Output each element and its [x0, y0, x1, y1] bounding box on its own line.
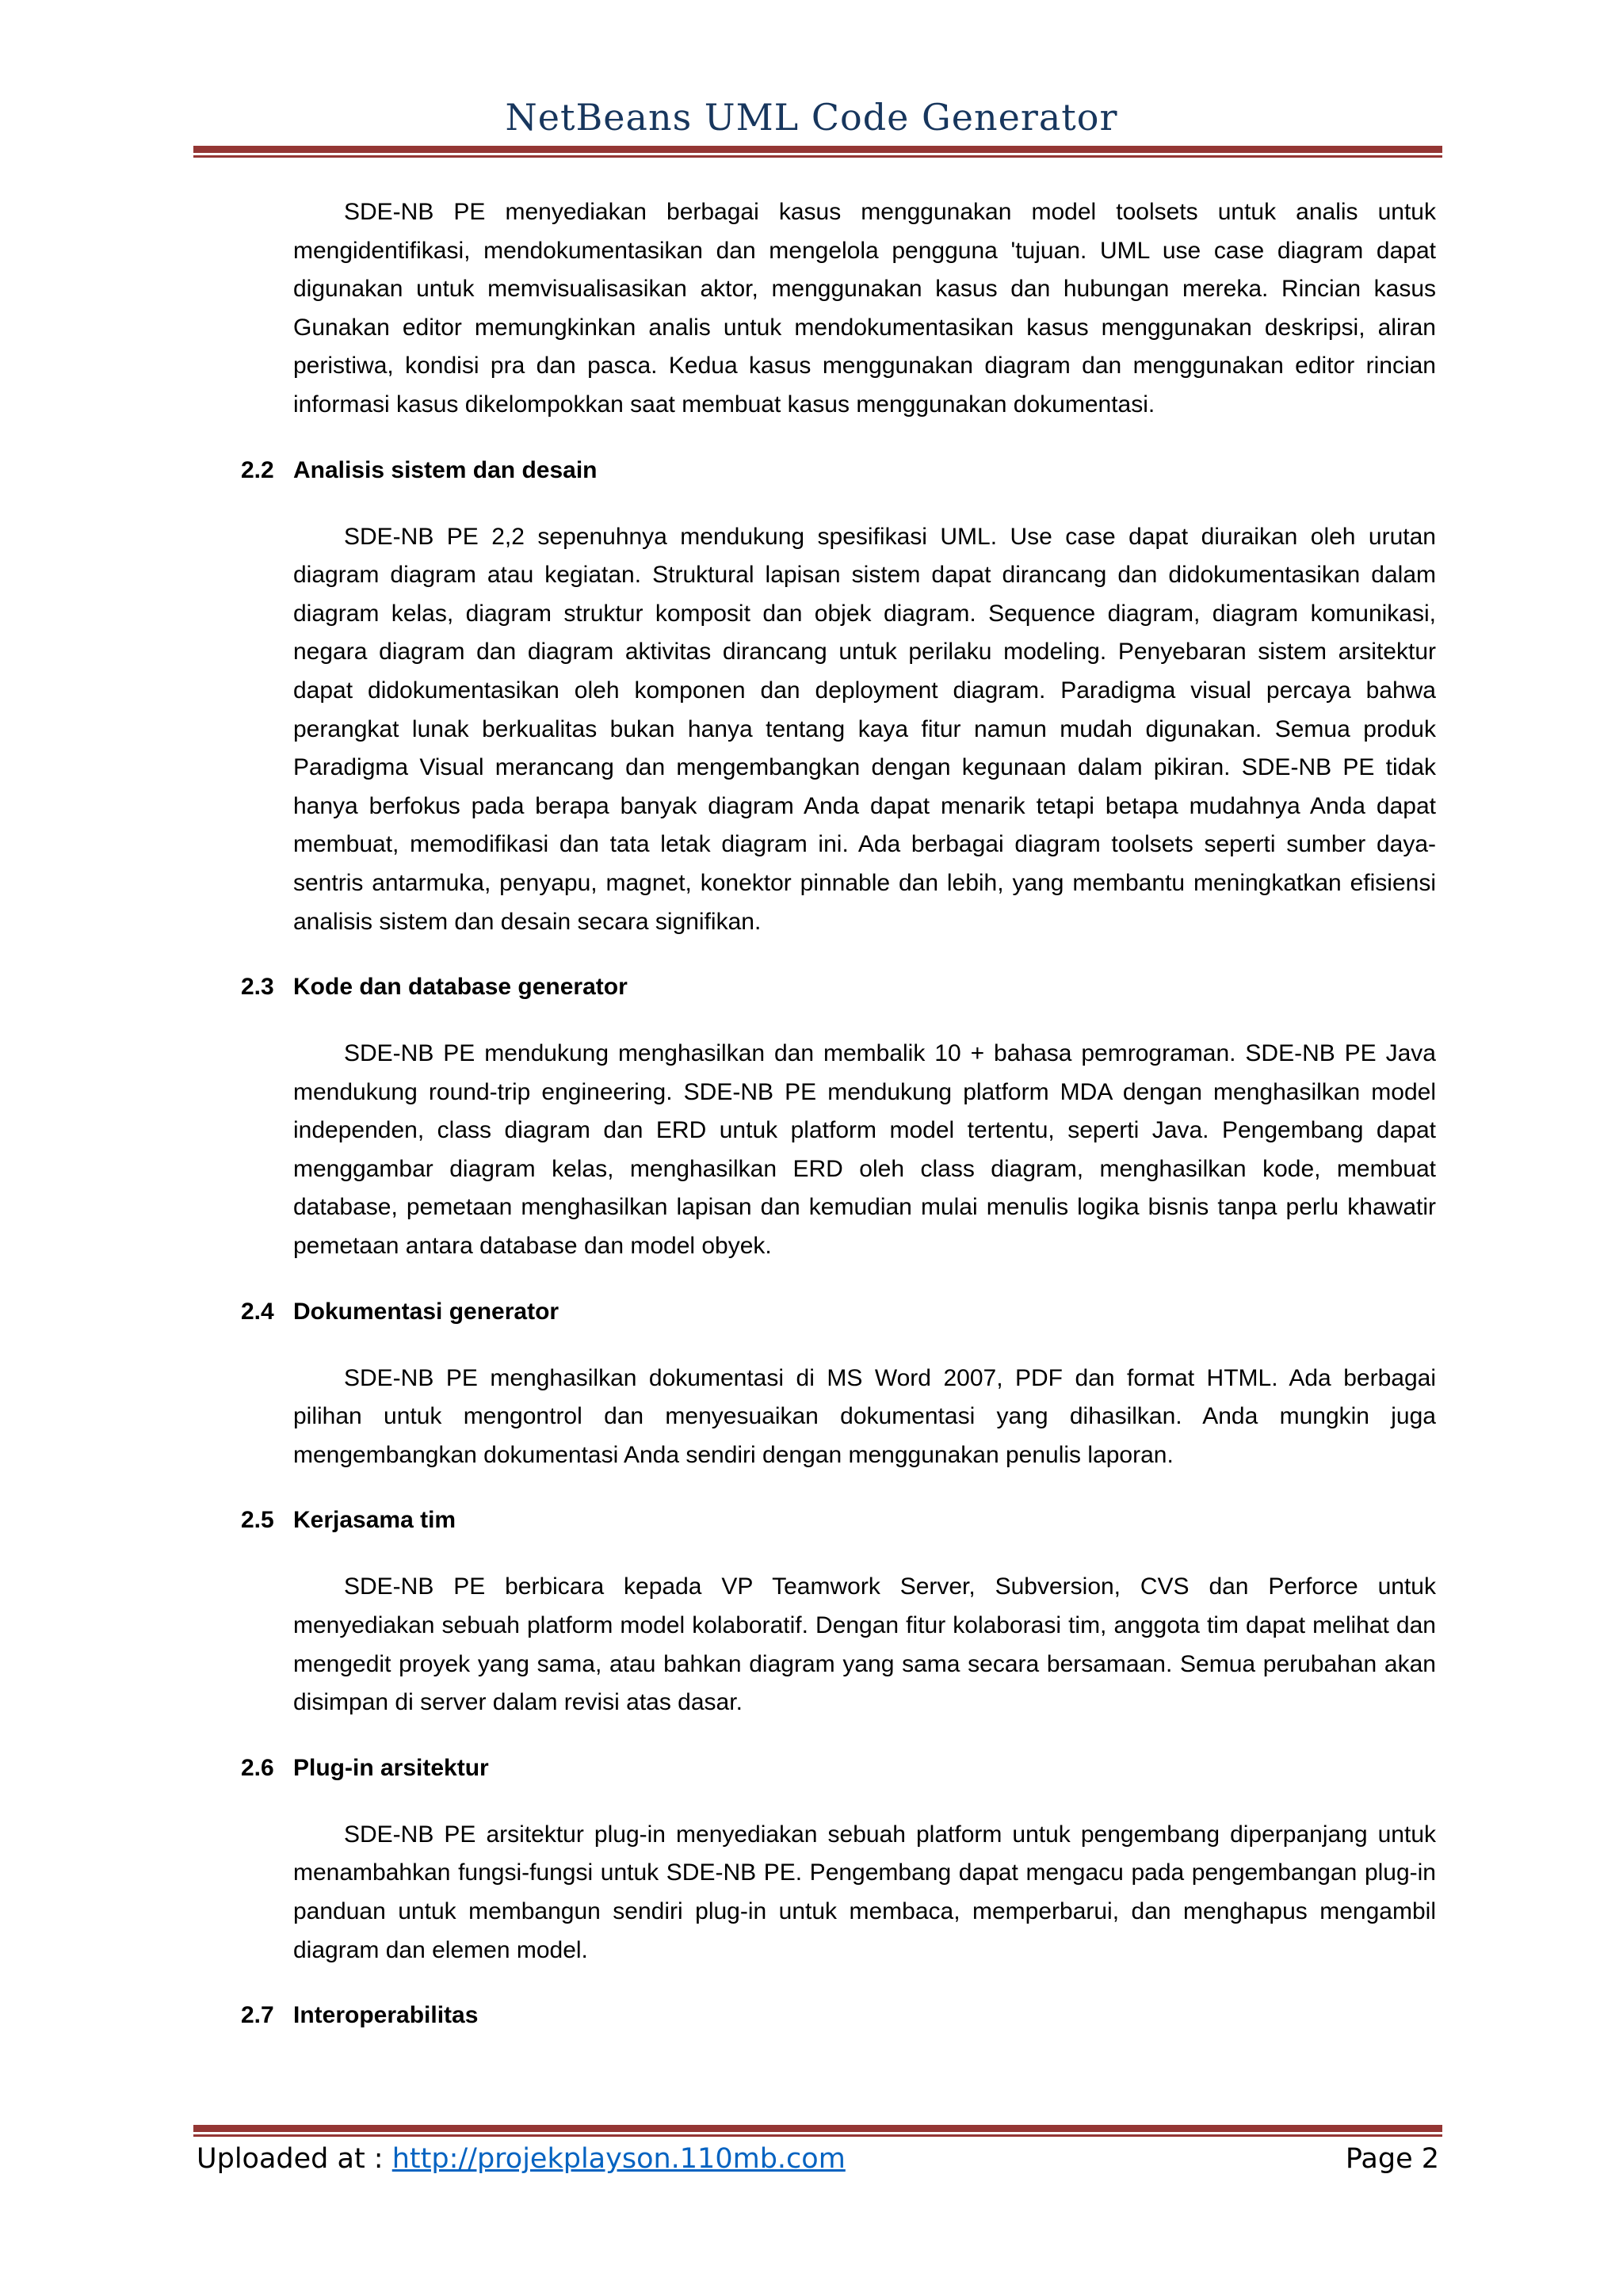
page-header-title: NetBeans UML Code Generator [505, 96, 1118, 139]
footer-uploaded [197, 2139, 846, 2179]
section-number: 2.7 [241, 2002, 274, 2029]
section-paragraph-2-5: SDE-NB PE berbicara kepada VP Teamwork Server, Subversion, CVS dan Perforce untuk menyediakan sebuah platform model kolaboratif. Dengan fitur kolaborasi tim, anggota tim dapat melihat dan mengedit proyek yang sama, atau bahkan diagram yang sama secara bersamaan. Semua perubahan akan disimpan di server dalam revisi atas dasar. [293, 1573, 1436, 1716]
section-heading-2-6 [241, 1749, 1436, 1787]
page-footer [197, 2139, 1439, 2179]
section-paragraph-2-6: SDE-NB PE arsitektur plug-in menyediakan sebuah platform untuk pengembang diperpanjang untuk menambahkan fungsi-fungsi untuk SDE-NB PE. Pengembang dapat mengacu pada pengembangan plug-in panduan untuk membangun sendiri plug-in untuk membaca, memperbarui, dan menghapus mengambil diagram dan elemen model. [293, 1821, 1436, 1963]
section-heading-2-2 [241, 452, 1436, 490]
section-title: Analisis sistem dan desain [293, 456, 598, 483]
footer-divider [193, 2125, 1442, 2137]
document-body [241, 193, 1436, 2063]
section-title: Kode dan database generator [293, 974, 628, 1001]
section-title: Kerjasama tim [293, 1507, 456, 1534]
footer-link[interactable]: http://projekplayson.110mb.com [391, 2143, 846, 2175]
section-title: Plug-in arsitektur [293, 1754, 489, 1781]
section-heading-2-5 [241, 1501, 1436, 1539]
section-paragraph-2-3: SDE-NB PE mendukung menghasilkan dan membalik 10 + bahasa pemrograman. SDE-NB PE Java mendukung round-trip engineering. SDE-NB PE mendukung platform MDA dengan menghasilkan model independen, class diagram dan ERD untuk platform model tertentu, seperti Java. Pengembang dapat menggambar diagram kelas, menghasilkan ERD oleh class diagram, menghasilkan kode, membuat database, pemetaan menghasilkan lapisan dan kemudian mulai menulis logika bisnis tanpa perlu khawatir pemetaan antara database dan model obyek. [293, 1040, 1436, 1260]
section-paragraph-2-2: SDE-NB PE 2,2 sepenuhnya mendukung spesifikasi UML. Use case dapat diuraikan oleh urutan diagram diagram atau kegiatan. Struktural lapisan sistem dapat dirancang dan didokumentasikan dalam diagram kelas, diagram struktur komposit dan objek diagram. Sequence diagram, diagram komunikasi, negara diagram dan diagram aktivitas dirancang untuk perilaku modeling. Penyebaran sistem arsitektur dapat didokumentasikan oleh komponen dan deployment diagram. Paradigma visual percaya bahwa perangkat lunak berkualitas bukan hanya tentang kaya fitur namun mudah digunakan. Semua produk Paradigma Visual merancang dan mengembangkan dengan kegunaan dalam pikiran. SDE-NB PE tidak hanya berfokus pada berapa banyak diagram Anda dapat menarik tetapi betapa mudahnya Anda dapat membuat, memodifikasi dan tata letak diagram ini. Ada berbagai diagram toolsets seperti sumber daya-sentris antarmuka, penyapu, magnet, konektor pinnable dan lebih, yang membantu meningkatkan efisiensi analisis sistem dan desain secara signifikan. [293, 523, 1436, 935]
intro-paragraph: SDE-NB PE menyediakan berbagai kasus menggunakan model toolsets untuk analis untuk mengidentifikasi, mendokumentasikan dan mengelola pengguna 'tujuan. UML use case diagram dapat digunakan untuk memvisualisasikan aktor, menggunakan kasus dan hubungan mereka. Rincian kasus Gunakan editor memungkinkan analis untuk mendokumentasikan kasus menggunakan deskripsi, aliran peristiwa, kondisi pra dan pasca. Kedua kasus menggunakan diagram dan menggunakan editor rincian informasi kasus dikelompokkan saat membuat kasus menggunakan dokumentasi. [293, 199, 1436, 418]
page-number: Page 2 [1345, 2143, 1439, 2175]
section-number: 2.2 [241, 456, 274, 483]
section-heading-2-3 [241, 968, 1436, 1006]
header-divider [193, 146, 1442, 158]
section-number: 2.3 [241, 974, 274, 1001]
footer-uploaded-label: Uploaded at : [197, 2143, 392, 2175]
section-number: 2.4 [241, 1298, 274, 1325]
section-number: 2.5 [241, 1507, 274, 1534]
section-paragraph-2-4: SDE-NB PE menghasilkan dokumentasi di MS Word 2007, PDF dan format HTML. Ada berbagai pilihan untuk mengontrol dan menyesuaikan dokumentasi yang dihasilkan. Anda mungkin juga mengembangkan dokumentasi Anda sendiri dengan menggunakan penulis laporan. [293, 1364, 1436, 1468]
section-heading-2-7 [241, 1997, 1436, 2035]
section-heading-2-4 [241, 1293, 1436, 1331]
section-title: Interoperabilitas [293, 2002, 479, 2029]
section-number: 2.6 [241, 1754, 274, 1781]
section-title: Dokumentasi generator [293, 1298, 559, 1325]
